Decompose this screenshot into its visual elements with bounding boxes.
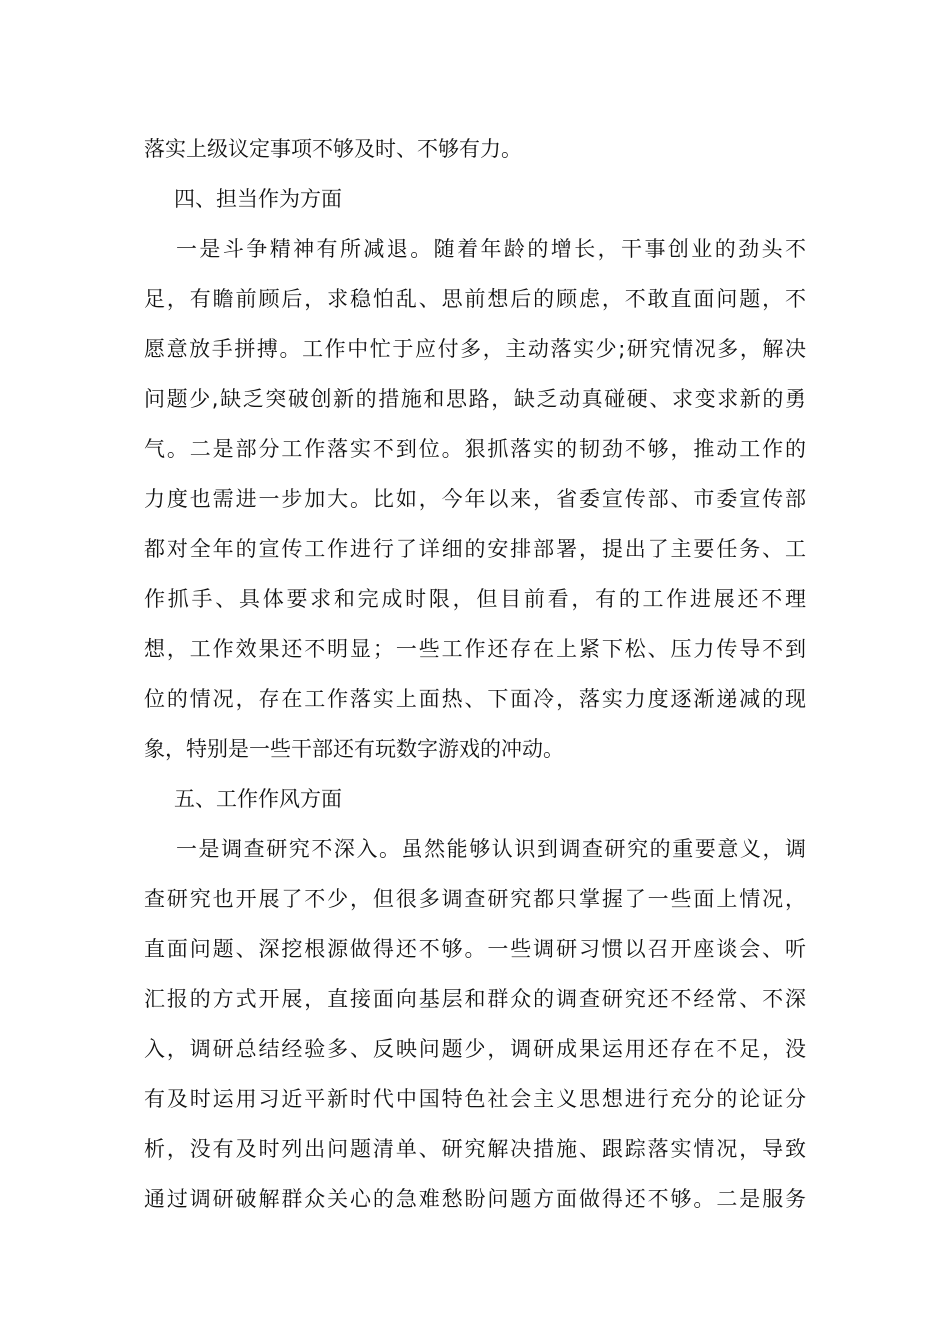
paragraph-line: 有及时运用习近平新时代中国特色社会主义思想进行充分的论证分	[144, 1087, 806, 1111]
paragraph-line: 作抓手、具体要求和完成时限，但目前看，有的工作进展还不理	[144, 587, 806, 611]
paragraph-line: 落实上级议定事项不够及时、不够有力。	[144, 137, 522, 161]
paragraph-line: 问题少,缺乏突破创新的措施和思路，缺乏动真碰硬、求变求新的勇	[144, 387, 806, 411]
paragraph-line: 通过调研破解群众关心的急难愁盼问题方面做得还不够。二是服务	[144, 1187, 806, 1211]
paragraph-line: 查研究也开展了不少，但很多调查研究都只掌握了一些面上情况，	[144, 887, 806, 911]
document-body	[144, 124, 806, 1224]
paragraph-line: 气。二是部分工作落实不到位。狠抓落实的韧劲不够，推动工作的	[144, 437, 806, 461]
paragraph-line: 都对全年的宣传工作进行了详细的安排部署，提出了主要任务、工	[144, 537, 806, 561]
paragraph-line: 象，特别是一些干部还有玩数字游戏的冲动。	[144, 737, 564, 761]
paragraph-line: 一是调查研究不深入。虽然能够认识到调查研究的重要意义，调	[176, 837, 806, 861]
paragraph-line: 入，调研总结经验多、反映问题少，调研成果运用还存在不足，没	[144, 1037, 806, 1061]
paragraph-line: 汇报的方式开展，直接面向基层和群众的调查研究还不经常、不深	[144, 987, 806, 1011]
paragraph-line: 愿意放手拼搏。工作中忙于应付多，主动落实少;研究情况多，解决	[144, 337, 806, 361]
paragraph-line: 析，没有及时列出问题清单、研究解决措施、跟踪落实情况，导致	[144, 1137, 806, 1161]
section-heading-4: 四、担当作为方面	[174, 187, 342, 211]
section-heading-5: 五、工作作风方面	[174, 787, 342, 811]
paragraph-line: 想，工作效果还不明显；一些工作还存在上紧下松、压力传导不到	[144, 637, 806, 661]
paragraph-line: 直面问题、深挖根源做得还不够。一些调研习惯以召开座谈会、听	[144, 937, 806, 961]
paragraph-line: 位的情况，存在工作落实上面热、下面冷，落实力度逐渐递减的现	[144, 687, 806, 711]
paragraph-line: 足，有瞻前顾后，求稳怕乱、思前想后的顾虑，不敢直面问题，不	[144, 287, 806, 311]
paragraph-line: 一是斗争精神有所减退。随着年龄的增长，干事创业的劲头不	[176, 237, 806, 261]
paragraph-line: 力度也需进一步加大。比如，今年以来，省委宣传部、市委宣传部	[144, 487, 806, 511]
